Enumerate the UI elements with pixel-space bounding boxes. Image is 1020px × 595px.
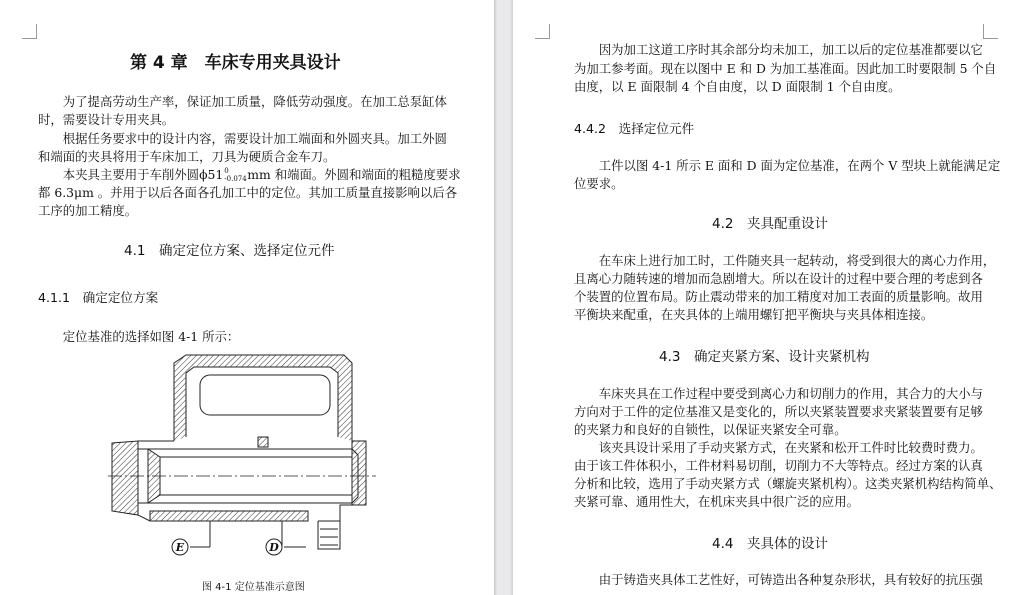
dimension-suffix: mm 和端面。外圆和端面的粗糙度要求 <box>247 167 461 182</box>
dimension-value: ϕ51 <box>199 167 224 182</box>
paragraph-line: 定位基准的选择如图 4-1 所示： <box>38 329 240 344</box>
datum-label-e: E <box>175 541 185 554</box>
figure-caption: 图 4-1 定位基准示意图 <box>202 582 305 593</box>
paragraph-line-dimension <box>38 166 461 184</box>
paragraph-line: 位要求。 <box>574 176 624 191</box>
paragraph-line: 的夹紧力和良好的自锁性，以保证夹紧安全可靠。 <box>574 422 847 437</box>
tolerance-stack <box>223 167 247 183</box>
locating-datum-drawing <box>108 353 378 563</box>
right-page <box>513 0 1020 595</box>
subsection-heading-4-4-2: 4.4.2 选择定位元件 <box>574 121 695 136</box>
paragraph-line: 因为加工这道工序时其余部分均未加工，加工以后的定位基准都要以它 <box>574 42 983 57</box>
section-heading-4-3: 4.3 确定夹紧方案、设计夹紧机构 <box>659 349 870 365</box>
paragraph-line: 分析和比较，选用了手动夹紧方式（螺旋夹紧机构）。这类夹紧机构结构简单、 <box>574 476 1002 491</box>
paragraph-line: 工序的加工精度。 <box>38 203 138 218</box>
paragraph-line: 根据任务要求中的设计内容，需要设计加工端面和外圆夹具。加工外圆 <box>38 131 447 146</box>
paragraph-line: 时，需要设计专用夹具。 <box>38 112 175 127</box>
paragraph-line: 在车床上进行加工时，工件随夹具一起转动，将受到很大的离心力作用， <box>574 253 996 268</box>
page-corner-mark <box>22 24 37 39</box>
page-gutter <box>494 0 513 595</box>
paragraph-line: 由于铸造夹具体工艺性好，可铸造出各种复杂形状，具有较好的抗压强 <box>574 572 983 587</box>
paragraph-line: 车床夹具在工作过程中要受到离心力和切削力的作用，其合力的大小与 <box>574 386 983 401</box>
subsection-heading-4-1-1: 4.1.1 确定定位方案 <box>38 290 159 305</box>
paragraph-line: 由于该工件体积小，工件材料易切削，切削力不大等特点。经过方案的认真 <box>574 458 983 473</box>
paragraph-line: 该夹具设计采用了手动夹紧方式，在夹紧和松开工件时比较费时费力。 <box>574 440 983 455</box>
paragraph-line: 和端面的夹具将用于车床加工，刀具为硬质合金车刀。 <box>38 149 336 164</box>
paragraph-line: 且离心力随转速的增加而急剧增大。所以在设计的过程中要合理的考虑到各 <box>574 271 983 286</box>
section-heading-4-4: 4.4 夹具体的设计 <box>712 536 828 552</box>
paragraph-line: 为加工参考面。现在以图中 E 和 D 为加工基准面。因此加工时要限制 5 个自 <box>574 61 997 76</box>
paragraph-line: 为了提高劳动生产率，保证加工质量，降低劳动强度。在加工总泵缸体 <box>38 94 447 109</box>
left-page <box>0 0 494 595</box>
paragraph-line: 由度，以 E 面限制 4 个自由度，以 D 面限制 1 个自由度。 <box>574 79 901 94</box>
tolerance-upper: 0 <box>224 167 229 175</box>
paragraph-line: 夹紧可靠、通用性大，在机床夹具中很广泛的应用。 <box>574 494 859 509</box>
paragraph-line: 个装置的位置布局。防止震动带来的加工精度对加工表面的质量影响。故用 <box>574 289 983 304</box>
page-corner-mark <box>535 24 550 39</box>
section-heading-4-2: 4.2 夹具配重设计 <box>712 216 828 232</box>
paragraph-line: 平衡块来配重，在夹具体的上端用螺钉把平衡块与夹具体相连接。 <box>574 307 934 322</box>
datum-label-d: D <box>269 541 279 554</box>
page-corner-mark <box>983 24 998 39</box>
dimension-prefix: 本夹具主要用于车削外圆 <box>38 167 200 182</box>
paragraph-line: 方向对于工件的定位基准又是变化的，所以夹紧装置要求夹紧装置要有足够 <box>574 404 983 419</box>
chapter-title: 第 4 章 车床专用夹具设计 <box>130 53 341 73</box>
section-heading-4-1: 4.1 确定定位方案、选择定位元件 <box>124 243 335 259</box>
paragraph-line: 都 6.3μm 。并用于以后各面各孔加工中的定位。其加工质量直接影响以后各 <box>38 185 458 200</box>
tolerance-lower: -0.074 <box>224 175 247 183</box>
paragraph-line: 工件以图 4-1 所示 E 面和 D 面为定位基准，在两个 V 型块上就能满足定 <box>574 158 1001 173</box>
